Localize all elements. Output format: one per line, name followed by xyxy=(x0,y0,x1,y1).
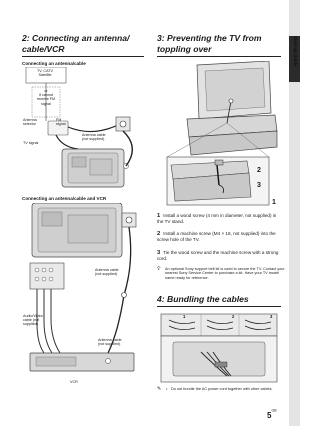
section-title-rule-3 xyxy=(157,306,281,307)
antenna-vcr-connection-figure xyxy=(22,203,146,379)
step-text: Tie the wood screw and the machine screw with a strong cord. xyxy=(157,250,279,262)
step-text: Install a machine screw (M4 × 16, not supplied) into the screw hole of the TV. xyxy=(157,231,276,243)
callout-2: 2 xyxy=(257,167,261,174)
label-tv-catv-satellite: TV, CATV Satellite xyxy=(37,69,53,78)
section-title-preventing-toppling: 3: Preventing the TV from toppling over xyxy=(157,33,262,54)
toppling-prevention-figure xyxy=(157,61,281,207)
side-tab xyxy=(289,0,300,426)
page-number-suffix: GB xyxy=(271,408,277,413)
side-tab-label: Start-up Guide xyxy=(293,36,298,67)
label-tv-signal: TV signal xyxy=(23,141,39,145)
bundle-step-1: 1 xyxy=(183,314,186,319)
callout-1: 1 xyxy=(272,199,276,206)
note-text: Do not bundle the AC power cord together with other cables. xyxy=(171,387,273,391)
page-number-value: 5 xyxy=(267,411,272,420)
bundling-cables-figure xyxy=(157,312,281,384)
label-antenna-cable-2: Antenna cable (not supplied) xyxy=(95,268,119,277)
section-title-bundling-cables: 4: Bundling the cables xyxy=(157,294,249,304)
label-antenna-cable-3: Antenna cable (not supplied) xyxy=(98,338,122,347)
tip-note xyxy=(157,267,287,280)
bundle-note xyxy=(157,387,291,391)
label-av-cable: Audio/Video cable (not supplied) xyxy=(23,314,43,327)
callout-3: 3 xyxy=(257,182,261,189)
step-text: Install a wood screw (4 mm in diameter, not supplied) in the TV stand. xyxy=(157,213,277,225)
step-number: 2 xyxy=(157,231,161,237)
section-title-rule-2 xyxy=(157,56,281,57)
label-or-fm: or If cannot receive FM signal xyxy=(36,89,56,106)
subheading-antenna-cable-vcr: Connecting an antenna/cable and VCR xyxy=(22,196,107,201)
step-2 xyxy=(157,231,281,243)
pencil-icon: ✎ xyxy=(157,386,162,392)
subheading-antenna-cable: Connecting an antenna/cable xyxy=(22,61,86,66)
tip-text: An optional Sony support belt kit is used to secure the TV. Contact your nearest Sony Service Center to purchase a kit. Have your TV model name ready for reference. xyxy=(165,267,285,280)
label-antenna-selector: Antenna selector xyxy=(23,118,37,127)
page-number xyxy=(267,405,277,423)
bundle-step-3: 3 xyxy=(270,314,273,319)
step-number: 3 xyxy=(157,250,161,256)
note-bullet: • xyxy=(166,387,168,391)
section-title-connecting-antenna: 2: Connecting an antenna/ cable/VCR xyxy=(22,33,130,54)
section-title-rule xyxy=(22,56,144,57)
label-antenna-cable-1: Antenna cable (not supplied) xyxy=(82,133,106,142)
label-vcr: VCR xyxy=(70,380,78,384)
step-1 xyxy=(157,213,281,225)
step-3 xyxy=(157,250,281,262)
label-fm-signal: FM signal xyxy=(56,118,66,127)
step-number: 1 xyxy=(157,213,161,219)
lightbulb-icon: 💡︎ xyxy=(157,266,161,272)
antenna-connection-figure xyxy=(22,67,146,192)
bundle-step-2: 2 xyxy=(232,314,235,319)
